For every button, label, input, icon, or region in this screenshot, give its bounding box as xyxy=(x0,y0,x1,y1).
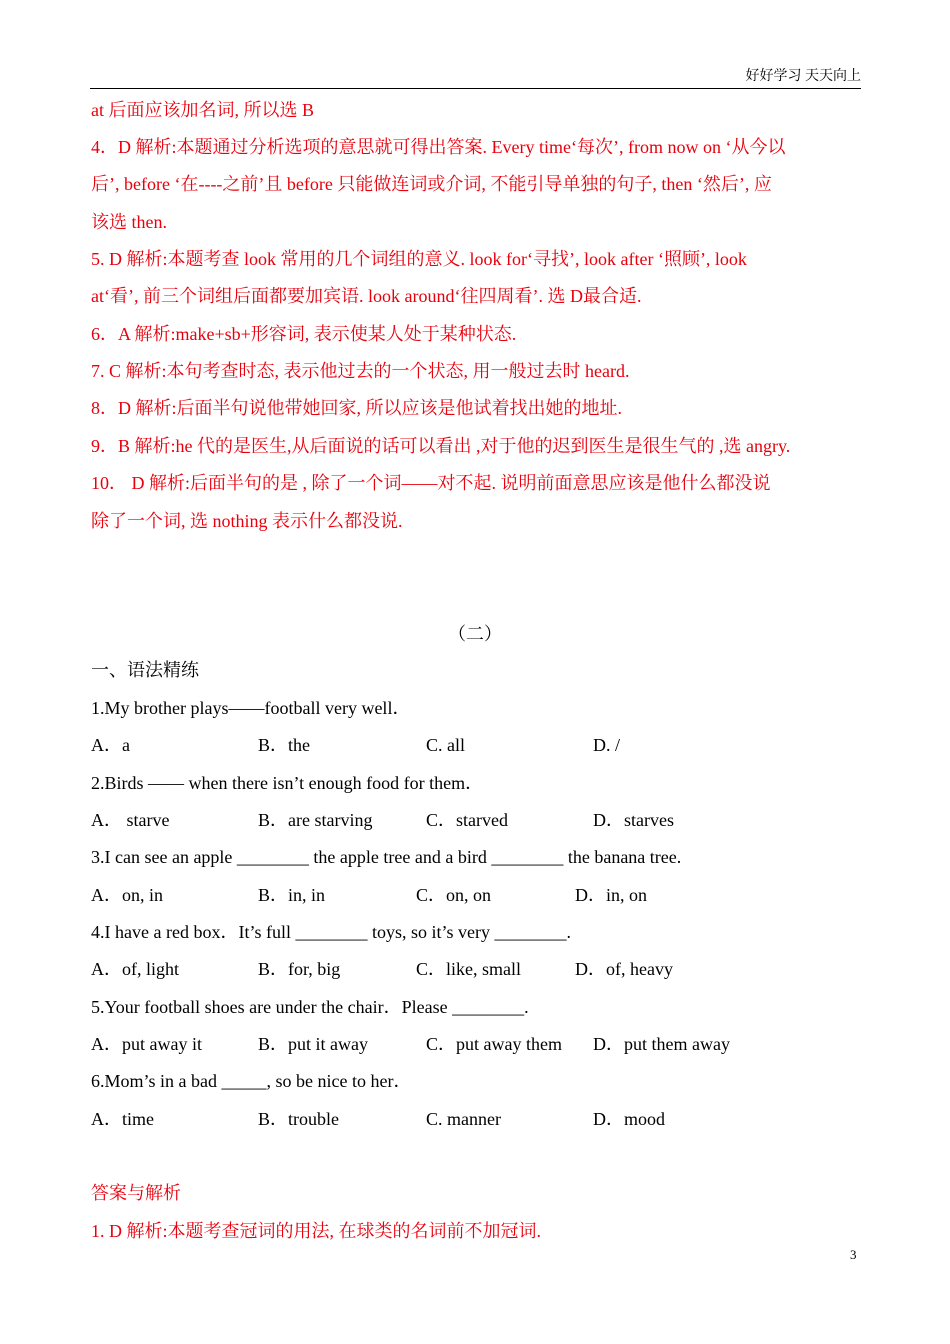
question-stem: 6.Mom’s in a bad _____, so be nice to her． xyxy=(91,1071,412,1091)
section-title: （二） xyxy=(448,624,502,644)
option-d: D. / xyxy=(593,735,620,755)
option-d: D．starves xyxy=(593,810,674,830)
option-b: B．in, in xyxy=(258,885,326,905)
answers-heading: 答案与解析 xyxy=(91,1183,181,1203)
question-stem: 3.I can see an apple ________ the apple tree and a bird ________ the banana tree. xyxy=(91,847,682,867)
option-b: B．for, big xyxy=(258,959,341,979)
question-stem: 1.My brother plays——football very well． xyxy=(91,698,411,718)
page-number: 3 xyxy=(850,1247,857,1262)
option-c: C．on, on xyxy=(416,885,492,905)
page-header: 好好学习 天天向上 xyxy=(90,66,861,89)
answer-line: 6．A 解析:make+sb+形容词, 表示使某人处于某种状态. xyxy=(91,324,517,344)
option-a: A．put away it xyxy=(91,1034,202,1054)
option-b: B．are starving xyxy=(258,810,373,830)
answer-line: 10． D 解析:后面半句的是 , 除了一个词——对不起. 说明前面意思应该是他什么都没说 xyxy=(91,473,771,493)
section-subtitle: 一、语法精练 xyxy=(91,660,199,680)
answer-line: 4．D 解析:本题通过分析选项的意思就可得出答案. Every time‘每次’, from now on ‘从今以 xyxy=(91,137,786,157)
option-a: A．time xyxy=(91,1109,154,1129)
answer-line: 9．B 解析:he 代的是医生,从后面说的话可以看出 ,对于他的迟到医生是很生气的 ,选 angry. xyxy=(91,436,791,456)
option-d: D．of, heavy xyxy=(575,959,673,979)
option-c: C．put away them xyxy=(426,1034,562,1054)
option-a: A．a xyxy=(91,735,130,755)
option-a: A．of, light xyxy=(91,959,179,979)
question-stem: 4.I have a red box．It’s full ________ toys, so it’s very ________. xyxy=(91,922,571,942)
option-d: D．mood xyxy=(593,1109,665,1129)
option-d: D．in, on xyxy=(575,885,647,905)
option-a: A．on, in xyxy=(91,885,163,905)
option-b: B．the xyxy=(258,735,310,755)
option-c: C．starved xyxy=(426,810,508,830)
option-c: C. manner xyxy=(426,1109,501,1129)
answer-line: 5. D 解析:本题考查 look 常用的几个词组的意义. look for‘寻找’, look after ‘照顾’, look xyxy=(91,249,747,269)
answer-line: at‘看’, 前三个词组后面都要加宾语. look around‘往四周看’. 选 D最合适. xyxy=(91,286,642,306)
answer-line: at 后面应该加名词, 所以选 B xyxy=(91,100,314,120)
option-b: B．put it away xyxy=(258,1034,368,1054)
answer-line: 除了一个词, 选 nothing 表示什么都没说. xyxy=(91,511,403,531)
answer-line: 8．D 解析:后面半句说他带她回家, 所以应该是他试着找出她的地址. xyxy=(91,398,622,418)
answer-line: 7. C 解析:本句考查时态, 表示他过去的一个状态, 用一般过去时 heard. xyxy=(91,361,630,381)
question-stem: 5.Your football shoes are under the chair．Please ________. xyxy=(91,997,529,1017)
answer-line: 后’, before ‘在----之前’且 before 只能做连词或介词, 不能引导单独的句子, then ‘然后’, 应 xyxy=(91,174,772,194)
option-a: A． starve xyxy=(91,810,170,830)
answer-line: 1. D 解析:本题考查冠词的用法, 在球类的名词前不加冠词. xyxy=(91,1221,541,1241)
option-b: B．trouble xyxy=(258,1109,339,1129)
option-c: C. all xyxy=(426,735,465,755)
option-d: D．put them away xyxy=(593,1034,730,1054)
option-c: C．like, small xyxy=(416,959,521,979)
answer-line: 该选 then. xyxy=(91,212,167,232)
question-stem: 2.Birds —— when there isn’t enough food for them． xyxy=(91,773,484,793)
